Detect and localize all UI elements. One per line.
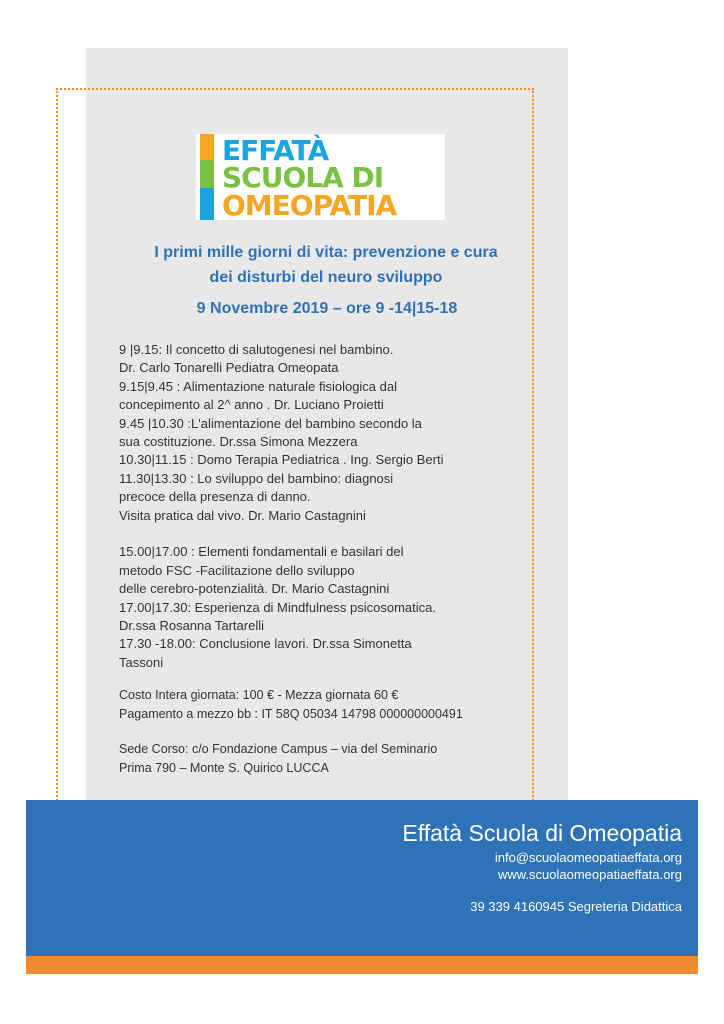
costs-info [119,686,463,724]
venue-line-1: Sede Corso: c/o Fondazione Campus – via del Seminario [119,742,438,756]
event-title [46,240,606,290]
payment-line: Pagamento a mezzo bb : IT 58Q 05034 14798 000000000491 [119,707,463,721]
logo-green-block [200,160,214,188]
logo-line-scuola: SCUOLA DI [222,161,384,194]
cost-line: Costo Intera giornata: 100 € - Mezza giornata 60 € [119,688,399,702]
program-line: 15.00|17.00 : Elementi fondamentali e basilari del [119,544,404,560]
program-line: 9.45 |10.30 :L'alimentazione del bambino secondo la [119,415,422,431]
program-line: concepimento al 2^ anno . Dr. Luciano Proietti [119,397,384,413]
program-line: sua costituzione. Dr.ssa Simona Mezzera [119,434,358,450]
program-line: delle cerebro-potenzialità. Dr. Mario Castagnini [119,581,390,597]
program-line: 9.15|9.45 : Alimentazione naturale fisiologica dal [119,378,398,394]
program-line: 9 |9.15: Il concetto di salutogenesi nel bambino. [119,342,394,357]
program-spacer [119,525,529,543]
event-date: 9 Novembre 2019 – ore 9 -14|15-18 [196,300,458,317]
footer-website-link[interactable]: www.scuolaomeopatiaeffata.org [497,867,682,882]
program-line: Dr. Carlo Tonarelli Pediatra Omeopata [119,360,339,376]
program-line: Tassoni [119,654,164,670]
program-line: 11.30|13.30 : Lo sviluppo del bambino: diagnosi [119,470,394,486]
footer-title: Effatà Scuola di Omeopatia [402,820,682,846]
logo-orange-block [200,134,214,160]
effata-logo [196,134,445,220]
logo-color-blocks [200,134,214,220]
venue-info [119,740,437,778]
logo-blue-block [200,188,214,220]
footer-orange-bar [26,956,698,974]
footer-phone: 39 339 4160945 Segreteria Didattica [470,899,682,914]
program-schedule [119,341,529,672]
program-line: 17.00|17.30: Esperienza di Mindfulness psicosomatica. [119,599,437,615]
event-title-line-1: I primi mille giorni di vita: prevenzione e cura [154,244,498,261]
program-line: Visita pratica dal vivo. Dr. Mario Castagnini [119,507,366,523]
logo-line-effata: EFFATÀ [222,134,329,167]
program-line: 10.30|11.15 : Domo Terapia Pediatrica . Ing. Sergio Berti [119,452,444,468]
program-line: precoce della presenza di danno. [119,489,311,505]
event-title-line-2: dei disturbi del neuro sviluppo [209,269,443,286]
venue-line-2: Prima 790 – Monte S. Quirico LUCCA [119,761,329,775]
program-line: Dr.ssa Rosanna Tartarelli [119,618,264,634]
program-line: 17.30 -18.00: Conclusione lavori. Dr.ssa Simonetta [119,636,412,652]
logo-line-omeopatia: OMEOPATIA [222,189,397,222]
program-line: metodo FSC -Facilitazione dello sviluppo [119,562,355,578]
footer-banner [26,800,698,956]
footer-email-link[interactable]: info@scuolaomeopatiaeffata.org [494,850,682,865]
